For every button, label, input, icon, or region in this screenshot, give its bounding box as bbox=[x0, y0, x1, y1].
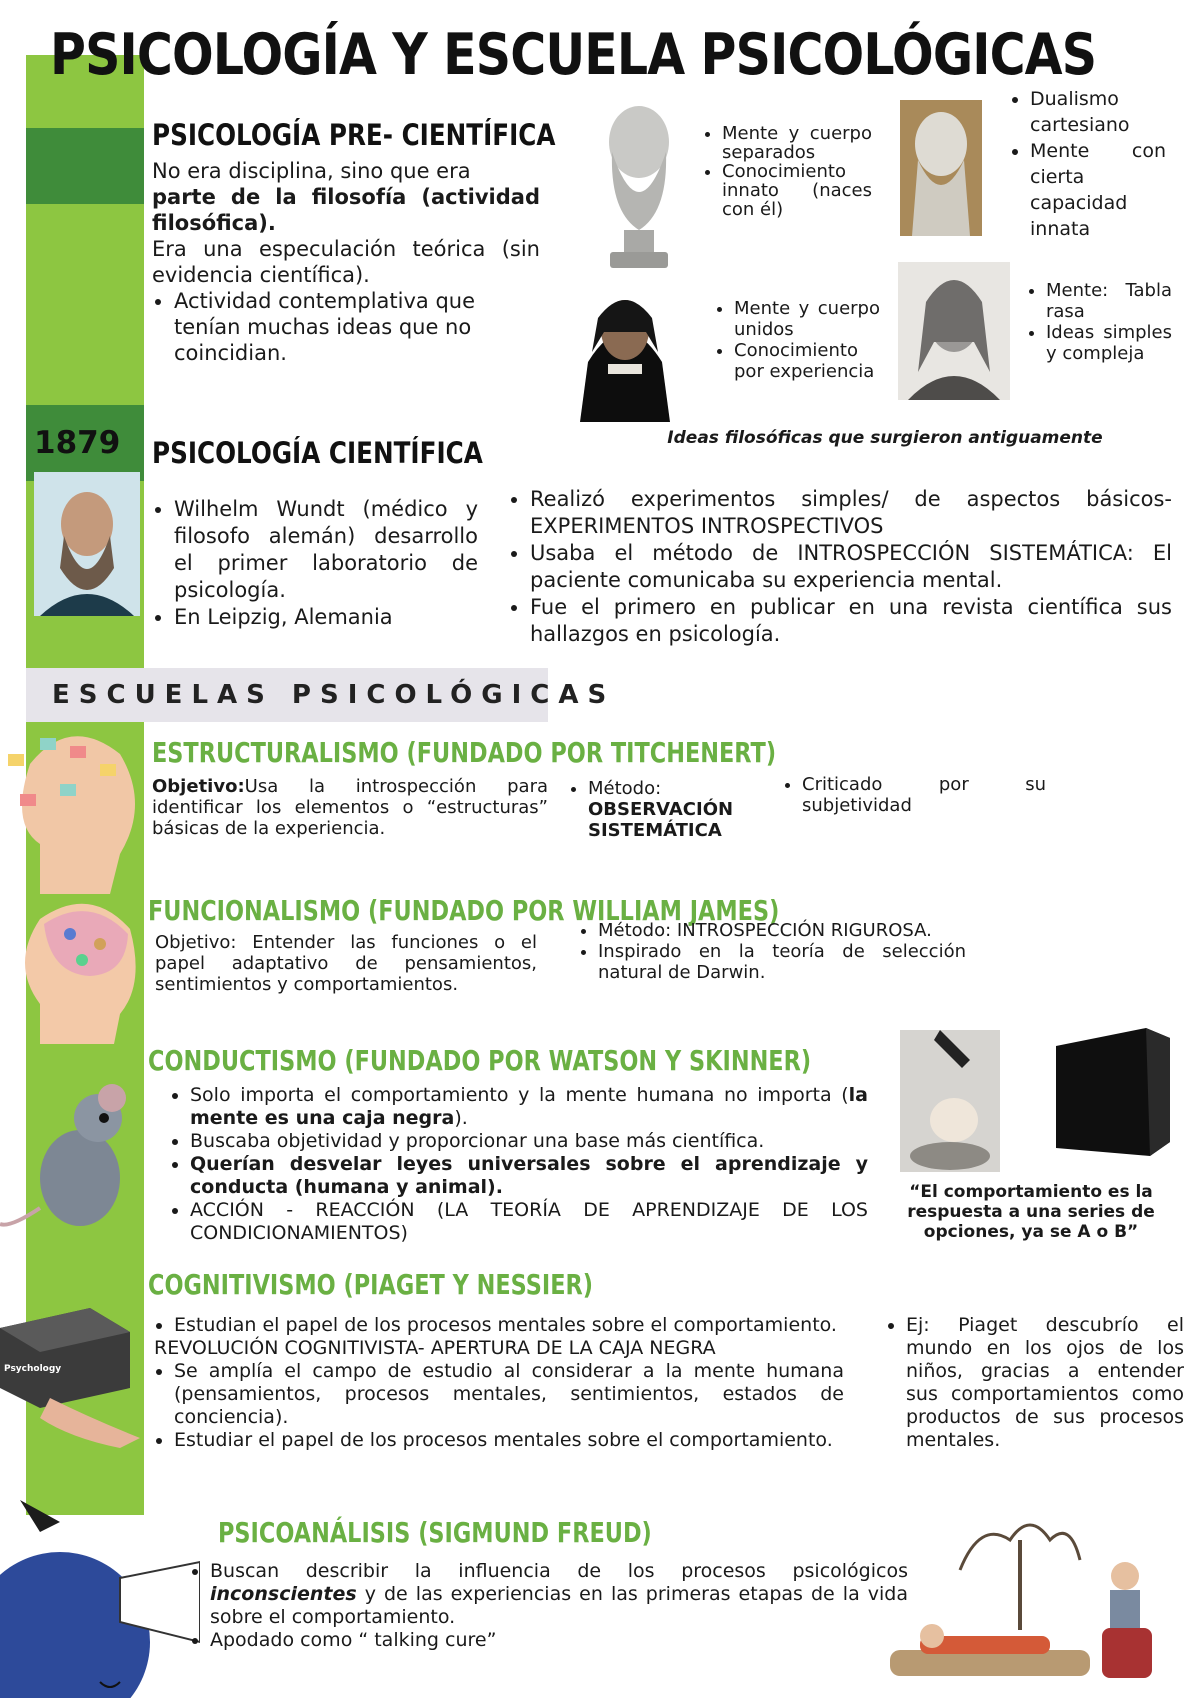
estructuralismo-critica bbox=[780, 774, 1046, 816]
black-box-image bbox=[1046, 1024, 1172, 1158]
pre-p2: Era una especulación teórica (sin evidencia científica). bbox=[152, 237, 540, 287]
estructuralismo-metodo-label: Método: bbox=[588, 778, 662, 799]
estructuralismo-objetivo bbox=[152, 776, 548, 839]
estructuralismo-metodo bbox=[566, 778, 766, 841]
plato-idea-2: • Conocimiento innato (naces con él) bbox=[722, 162, 872, 219]
head-sticky-notes-image bbox=[0, 724, 140, 894]
conductismo-point-2: • Buscaba objetividad y proporcionar una base más científica. bbox=[190, 1130, 868, 1153]
descartes-ideas bbox=[712, 298, 880, 382]
locke-ideas bbox=[1024, 280, 1172, 364]
estructuralismo-obj-text: Usa la introspección para identificar los elementos o “estructuras” básicas de la experiencia. bbox=[152, 776, 548, 839]
wundt-portrait-image bbox=[34, 472, 140, 616]
locke-portrait-image bbox=[898, 262, 1010, 400]
estructuralismo-metodo-value: OBSERVACIÓN SISTEMÁTICA bbox=[588, 799, 734, 841]
descartes-idea-1: • Mente y cuerpo unidos bbox=[734, 298, 880, 340]
psicoanalisis-point-2: • Apodado como “ talking cure” bbox=[210, 1629, 908, 1652]
estructuralismo-heading: ESTRUCTURALISMO (FUNDADO POR TITCHENERT) bbox=[152, 736, 777, 769]
plato-idea-1: • Mente y cuerpo separados bbox=[722, 124, 872, 162]
psicoanalisis-heading: PSICOANÁLISIS (SIGMUND FREUD) bbox=[218, 1516, 652, 1549]
freud-talking-head-image bbox=[0, 1492, 200, 1698]
year-label: 1879 bbox=[34, 425, 121, 461]
cognitivismo-subtitle: REVOLUCIÓN COGNITIVISTA- APERTURA DE LA CAJA NEGRA bbox=[154, 1337, 716, 1359]
estructuralismo-critica-text: • Criticado por su subjetividad bbox=[802, 774, 1046, 816]
aristotle-bust-image bbox=[900, 100, 982, 236]
wundt-contrib-1: • Realizó experimentos simples/ de aspectos básicos- EXPERIMENTOS INTROSPECTIVOS bbox=[530, 486, 1172, 540]
freud-couch-illustration bbox=[880, 1510, 1180, 1696]
philosophers-caption: Ideas filosóficas que surgieron antiguamente bbox=[667, 428, 1103, 448]
brain-head-image bbox=[10, 894, 140, 1044]
escuelas-heading: ESCUELAS PSICOLÓGICAS bbox=[52, 680, 616, 710]
funcionalismo-point-2: • Inspirado en la teoría de selección natural de Darwin. bbox=[598, 941, 966, 983]
dark-green-marker bbox=[26, 128, 144, 204]
psicoanalisis-points bbox=[188, 1560, 908, 1652]
pre-cientifica-heading: PSICOLOGÍA PRE- CIENTÍFICA bbox=[152, 118, 556, 152]
conductismo-b1-b: la mente es una caja negra bbox=[190, 1084, 868, 1129]
pre-bullet: • Actividad contemplativa que tenían muchas ideas que no coincidian. bbox=[174, 288, 540, 366]
psicoanalisis-b1-b: inconscientes bbox=[210, 1583, 357, 1605]
conductismo-b1-a: Solo importa el comportamiento y la mente humana no importa ( bbox=[190, 1084, 849, 1106]
psicoanalisis-b1-a: Buscan describir la influencia de los procesos psicológicos bbox=[210, 1560, 908, 1582]
conductismo-point-1 bbox=[190, 1084, 868, 1130]
cognitivismo-points bbox=[152, 1314, 844, 1452]
rat-cartoon-image bbox=[0, 1078, 148, 1234]
funcionalismo-heading: FUNCIONALISMO (FUNDADO POR WILLIAM JAMES) bbox=[148, 894, 780, 927]
cognitivismo-heading: COGNITIVISMO (PIAGET Y NESSIER) bbox=[148, 1268, 594, 1301]
cognitivismo-point-3: • Estudiar el papel de los procesos mentales sobre el comportamiento. bbox=[174, 1429, 844, 1452]
conductismo-b1-c: ). bbox=[454, 1107, 468, 1129]
locke-idea-2: • Ideas simples y compleja bbox=[1046, 322, 1172, 364]
funcionalismo-point-1: • Método: INTROSPECCIÓN RIGUROSA. bbox=[598, 920, 966, 941]
wundt-contrib-2: • Usaba el método de INTROSPECCIÓN SISTEMÁTICA: El paciente comunicaba su experiencia mental. bbox=[530, 540, 1172, 594]
cognitivismo-example-text: • Ej: Piaget descubrío el mundo en los ojos de los niños, gracias a entender sus comportamientos como productos de sus procesos mentales. bbox=[906, 1314, 1184, 1452]
funcionalismo-objetivo: Objetivo: Entender las funciones o el papel adaptativo de pensamientos, sentimientos y comportamientos. bbox=[155, 932, 537, 995]
psicoanalisis-b1-c: y de las experiencias en las primeras etapas de la vida sobre el comportamiento. bbox=[210, 1583, 908, 1628]
pre-cientifica-text bbox=[152, 158, 540, 366]
pre-p1-b: parte de la filosofía (actividad filosófica). bbox=[152, 185, 540, 235]
plato-bust-image bbox=[598, 102, 680, 270]
plato-ideas bbox=[700, 124, 872, 219]
psicoanalisis-point-1 bbox=[210, 1560, 908, 1629]
conductismo-point-3: • Querían desvelar leyes universales sobre el aprendizaje y conducta (humana y animal). bbox=[190, 1153, 868, 1199]
descartes-idea-2: • Conocimiento por experiencia bbox=[734, 340, 880, 382]
aristotle-idea-1: • Dualismo cartesiano bbox=[1030, 86, 1166, 138]
pre-p1-a: No era disciplina, sino que era bbox=[152, 159, 471, 183]
wundt-info bbox=[152, 496, 478, 631]
locke-idea-1: • Mente: Tabla rasa bbox=[1046, 280, 1172, 322]
page-title: PSICOLOGÍA Y ESCUELA PSICOLÓGICAS bbox=[50, 22, 1097, 88]
descartes-portrait-image bbox=[580, 282, 670, 422]
wundt-bullet-1: • Wilhelm Wundt (médico y filosofo alemán) desarrollo el primer laboratorio de psicología. bbox=[174, 496, 478, 604]
estructuralismo-obj-label: Objetivo: bbox=[152, 776, 245, 797]
cognitivismo-point-2: • Se amplía el campo de estudio al considerar a la mente humana (pensamientos, procesos mentales, sentimientos, estados de conciencia). bbox=[174, 1360, 844, 1429]
little-albert-photo bbox=[900, 1030, 1000, 1172]
box-psychology-label: Psychology bbox=[4, 1364, 62, 1374]
conductismo-heading: CONDUCTISMO (FUNDADO POR WATSON Y SKINNER) bbox=[148, 1044, 812, 1077]
conductismo-point-4: • ACCIÓN - REACCIÓN (LA TEORÍA DE APRENDIZAJE DE LOS CONDICIONAMIENTOS) bbox=[190, 1199, 868, 1245]
wundt-contributions bbox=[508, 486, 1172, 648]
cognitivismo-point-1: • Estudian el papel de los procesos mentales sobre el comportamiento. bbox=[174, 1314, 844, 1337]
conductismo-quote: “El comportamiento es la respuesta a una series de opciones, ya se A o B” bbox=[907, 1182, 1155, 1242]
aristotle-ideas bbox=[1008, 86, 1166, 242]
wundt-bullet-2: • En Leipzig, Alemania bbox=[174, 604, 478, 631]
conductismo-points bbox=[168, 1084, 868, 1245]
aristotle-idea-2: • Mente con cierta capacidad innata bbox=[1030, 138, 1166, 242]
cientifica-heading: PSICOLOGÍA CIENTÍFICA bbox=[152, 436, 483, 470]
wundt-contrib-3: • Fue el primero en publicar en una revista científica sus hallazgos en psicología. bbox=[530, 594, 1172, 648]
cognitivismo-example bbox=[884, 1314, 1184, 1452]
funcionalismo-points bbox=[576, 920, 966, 983]
